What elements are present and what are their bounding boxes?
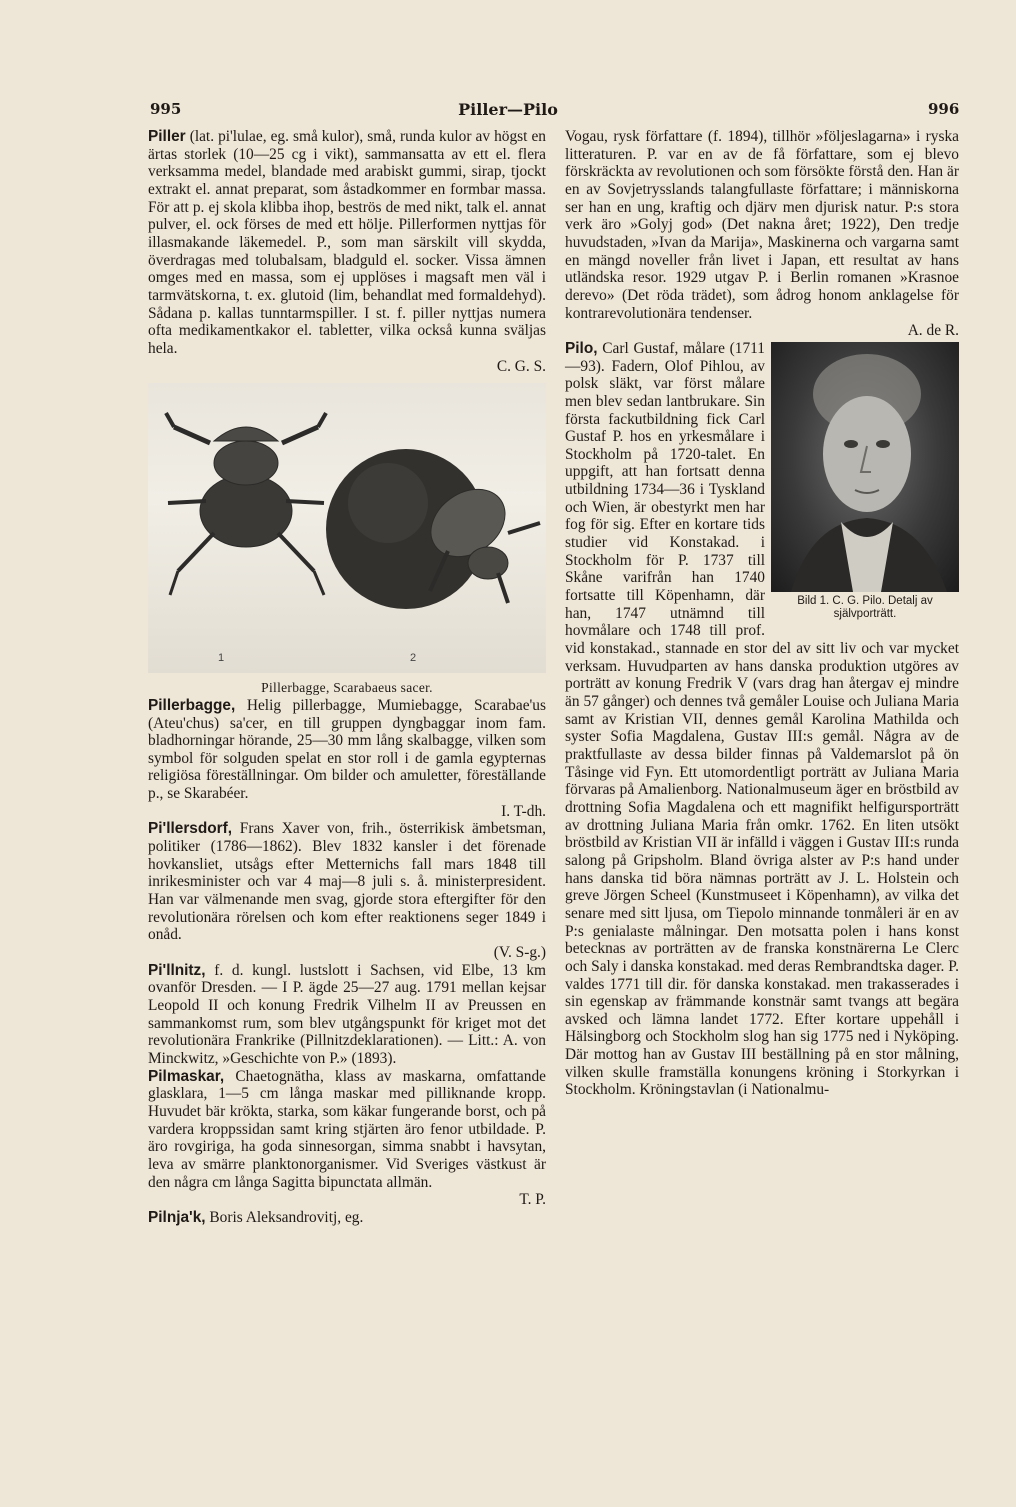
headword: Pilnja'k, (148, 1208, 206, 1226)
entry-pillnitz (148, 962, 546, 1068)
entry-text: Boris Aleksandrovitj, eg. (209, 1208, 364, 1226)
running-head: Piller—Pilo (458, 100, 558, 119)
right-column (565, 128, 959, 1099)
headword: Pillerbagge, (148, 696, 236, 714)
beetle-illustration (148, 383, 546, 673)
portrait-image (771, 342, 959, 592)
signature: T. P. (519, 1191, 546, 1209)
entry-text: Chaetognätha, klass av maskarna, omfattande glasklara, 1—5 cm långa maskar med pilliknande kropp. Huvudet bär krökta, starka, som käkar fungerande borst, och på vardera kroppssidan samt kring stjärten äro fenor utbildade. P. äro rovgiriga, ha goda sinnesorgan, simma snabbt i havsytan, leva av smärre planktonorganismer. Vid Sveriges västkust är den några cm långa Sagitta bipunctata allmän. (148, 1067, 546, 1191)
entry-text: f. d. kungl. lustslott i Sachsen, vid Elbe, 13 km ovanför Dresden. — I P. ägde 25—27 aug. 1791 mellan kejsar Leopold II och konung Fredrik Vilhelm II av Preussen en sammankomst rum, som blev utgångspunkt för kriget mot det revolutionära Frankrike (Pillnitzdeklarationen). — Litt.: A. von Minckwitz, »Geschichte von P.» (1893). (148, 961, 546, 1067)
entry-text: Helig pillerbagge, Mumiebagge, Scarabae'us (Ateu'chus) sa'cer, en till gruppen dyngbaggar inom fam. bladhorningar hörande, 25—30 mm lång skalbagge, vilken som symbol för solguden spelat en stor roll i de gamla egypternas religiösa föreställningar. Om bilder och amuletter, föreställande p., se Skarabéer. (148, 696, 546, 803)
figure-label-1: 1 (218, 652, 225, 665)
entry-pilmaskar (148, 1068, 546, 1209)
signature: A. de R. (907, 322, 959, 340)
figure-caption: Pillerbagge, Scarabaeus sacer. (261, 680, 433, 696)
headword: Piller (148, 128, 186, 145)
beetle-1-drawing (166, 413, 326, 595)
left-column (148, 128, 546, 1227)
headword: Pi'llersdorf, (148, 820, 233, 838)
entry-pillerbagge (148, 697, 546, 821)
page-number-right: 996 (928, 100, 960, 118)
entry-pillersdorf (148, 820, 546, 961)
signature: C. G. S. (496, 357, 546, 375)
entry-text: Vogau, rysk författare (f. 1894), tillhör »följeslagarna» i ryska litteraturen. P. var en av de få författare, som ej blevo förskräckta av revolutionen och som försökte förstå den. Han är en av Sovjetrysslands talangfullaste författare; i människorna ser han en ung, kraftig och djärv men djurisk natur. P:s stora verk äro »Golyj god» (Det nakna året; 1922), Den tredje huvudstaden, »Ivan da Marija», Maskinerna och vargarna samt en mängd noveller från livet i Japan, ett resultat av hans utländska resor. 1929 utgav P. i Berlin romanen »Krasnoe derevo» (Det röda trädet), som ådrog honom anklagelse för kontrarevolutionära tendenser. (565, 128, 959, 322)
portrait-caption: Bild 1. C. G. Pilo. Detalj av självporträtt. (797, 594, 933, 620)
headword: Pilo, (565, 339, 598, 357)
entry-text-continued: stannade en stor del av sitt liv och var mycket verksam. Huvudparten av hans danska produktion utgöres av porträtt av konung Fredrik V (vars drag han återgav ej mindre än 57 gånger) och dennes två gemåler Louise och Juliana Maria samt av Kristian VII, dennes gemål Karolina Mathilda och syster Sofia Magdalena, Gustav III:s gemål. Några av de praktfullaste av dessa bilder finnas på Valdemarslot på ön Tåsinge vid Fyn. Ett utomordentligt porträtt av Juliana Maria förvaras på Amalienborg. Nationalmuseum äger en bröstbild av drottning Sofia Magdalena och ett magnifikt helfigursporträtt av drottning Juliana Maria från omkr. 1762. En liten utsökt bröstbild av Kristian VII är infälld i väggen i Gustav III:s runda salong på Gripsholm. Bland övriga alster av P:s hand under hans danska tid böra nämnas porträtt av J. L. Holstein och greve Jörgen Scheel (Kunstmuseet i Köpenhamn), av vilka det senare med sitt ljusa, om Tiepolo minnande tonmåleri är en av P:s genialaste målningar. Den motsatta polen i hans konst betecknas av porträtten av de franska konstnärerna Le Clerc och Saly i danska konstakad. med deras Rembrandtska dager. P. valdes 1771 till dir. för danska konstakad. men trakasserades i sin egenskap av främmande konstnär samt tvangs att begära avsked och lämna landet 1772. Efter kortare uppehåll i Hälsingborg och Stockholm slog han sig 1775 ned i Nyköping. Där mottog han av Gustav III beställning på en stor målning, vilken skulle framställa konungens kröning i Storkyrkan i Stockholm. Kröningstavlan (i Nationalmu- (565, 640, 959, 1099)
headword: Pi'llnitz, (148, 961, 206, 979)
entry-pilnjak-continued (565, 128, 959, 340)
portrait-figure (771, 342, 959, 621)
signature: (V. S-g.) (493, 944, 546, 962)
entry-text: (lat. pi'lulae, eg. små kulor), små, runda kulor av högst en ärtas storlek (10—25 cg i vikt), sammansatta av ett el. flera verksamma medel, blandade med arabiskt gummi, sirap, tjockt extrakt el. annat preparat, som åstadkommer en formbar massa. För att p. ej skola klibba ihop, beströs de med nikt, talk el. annat pulver, el. ock förses de med ett hölje. Pillerformen nyttjas för illasmakande läkemedel. P., som man särskilt vill skydda, överdragas med tolubalsam, bladguld el. socker. Vissa ämnen omges med en massa, som ej upplöses i magsaft men väl i tarmvätskorna, t. ex. glutoid (lim, behandlat med formaldehyd). Sådana p. kallas tunntarmspiller. I st. f. piller nyttjas numera ofta medikamentkakor el. tabletter, vilka också kunna sväljas hela. (148, 128, 546, 357)
beetle-figure (148, 383, 546, 673)
entry-pilo (565, 340, 959, 1099)
signature: I. T-dh. (501, 802, 546, 820)
headword: Pilmaskar, (148, 1067, 225, 1085)
figure-label-2: 2 (410, 652, 417, 665)
entry-piller (148, 128, 546, 375)
entry-text: Frans Xaver von, frih., österrikisk ämbetsman, politiker (1786—1862). Blev 1832 kansler i det förenade hovkansliet, utsågs efter Metternichs fall mars 1848 till inrikesminister och var 4 maj—8 juli s. å. ministerpresident. Han var välmenande men svag, gjorde stora eftergifter för den revolutionära rörelsen och kom efter reaktionens seger 1849 i onåd. (148, 820, 546, 944)
entry-text: Carl Gustaf, målare (1711—93). Fadern, Olof Pihlou, av polsk släkt, var först målare men blev sedan lantbrukare. Sin första fackutbildning fick Carl Gustaf P. hos en yrkesmålare i Stockholm på 1720-talet. En uppgift, att han fortsatt denna utbildning 1734—36 i Tyskland och Wien, är obestyrkt men har fog för sig. Efter en kortare tids studier vid Konstakad. i Stockholm för P. 1737 till Skåne varifrån han 1740 fortsatte till Köpenhamn, där han, 1747 utnämnd till hovmålare och 1748 till prof. vid konstakad., (565, 339, 765, 658)
page-number-left: 995 (150, 100, 182, 118)
entry-pilnjak (148, 1209, 546, 1227)
